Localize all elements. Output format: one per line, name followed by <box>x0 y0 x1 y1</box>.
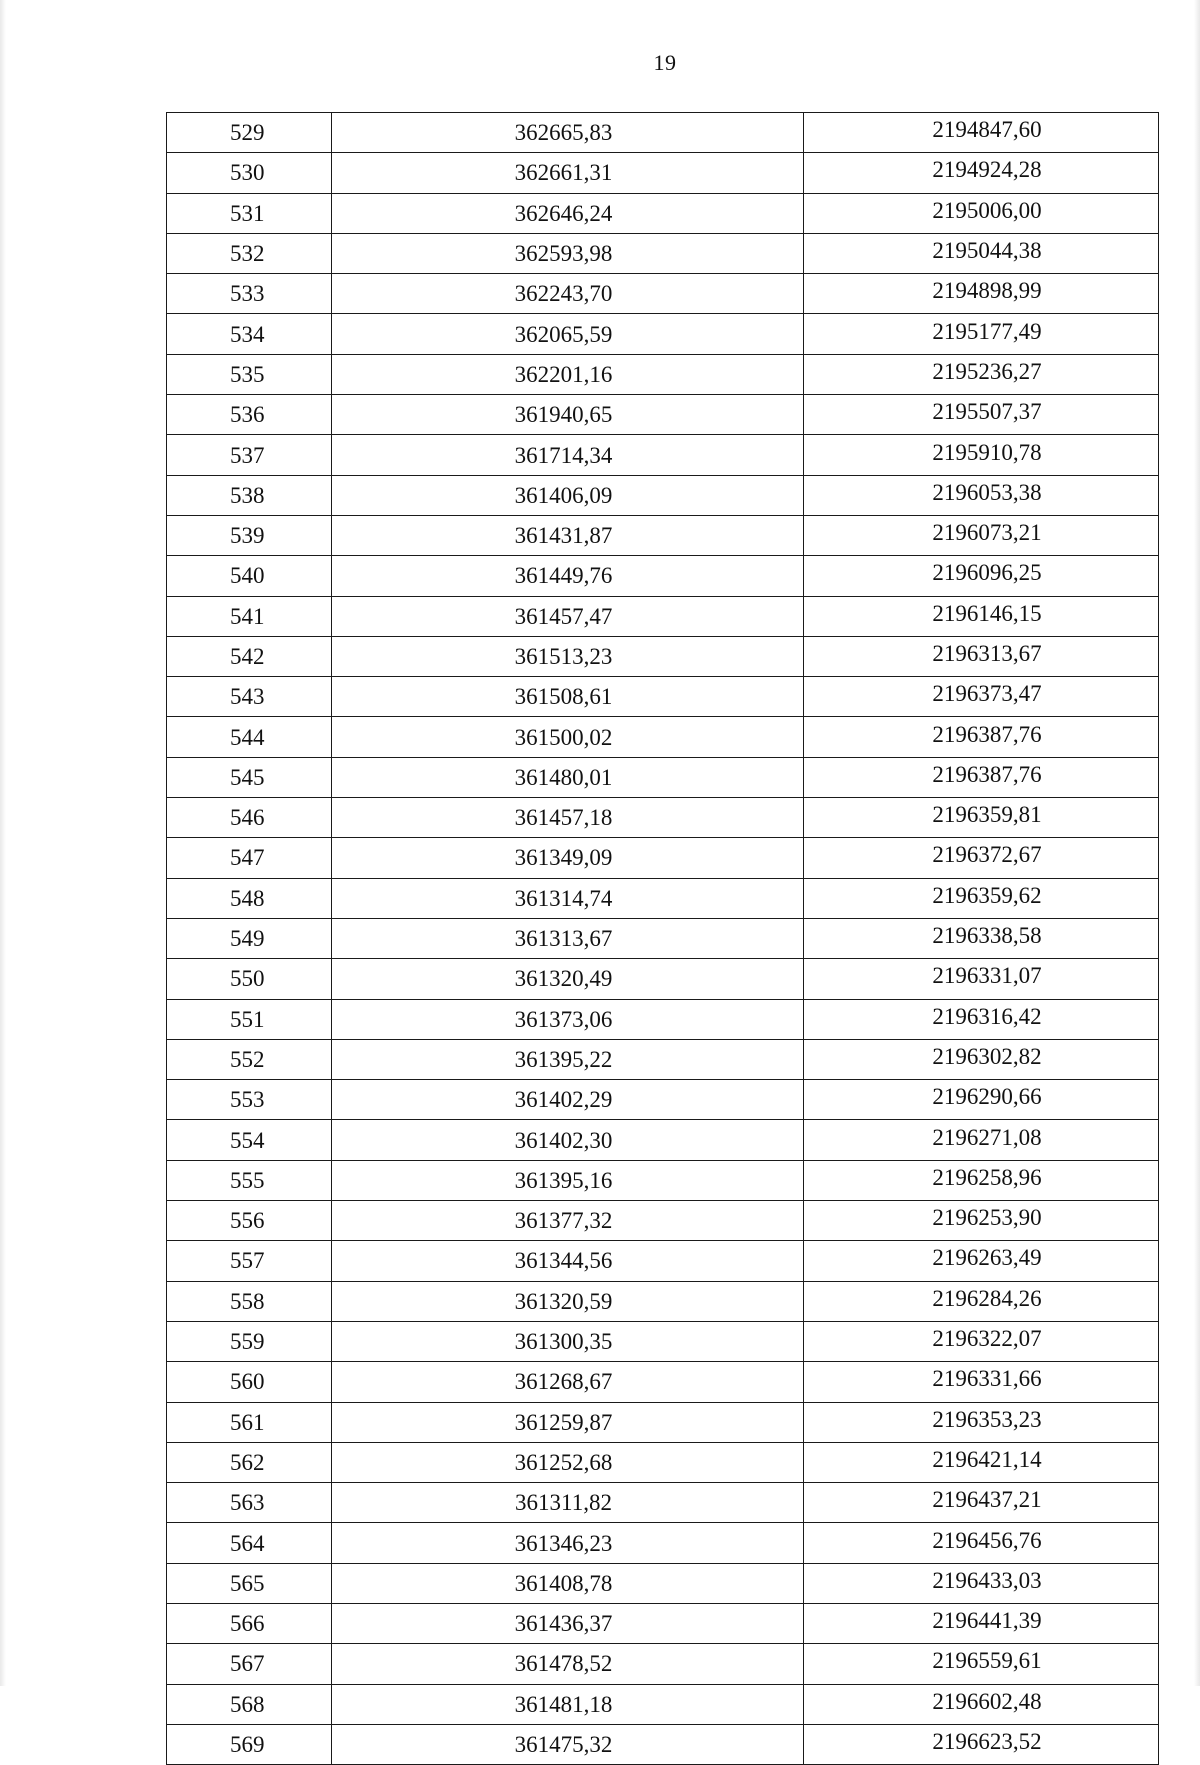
point-number-cell: 553 <box>167 1080 332 1120</box>
x-coordinate-cell: 361395,16 <box>332 1160 804 1200</box>
table-row <box>167 1160 1159 1200</box>
y-coordinate-cell: 2196096,25 <box>804 556 1159 596</box>
point-number-cell: 560 <box>167 1362 332 1402</box>
point-number-cell: 540 <box>167 556 332 596</box>
x-coordinate-cell: 361311,82 <box>332 1483 804 1523</box>
table-row <box>167 1684 1159 1724</box>
table-row <box>167 274 1159 314</box>
page-edge-right <box>1194 0 1200 1686</box>
y-coordinate-cell: 2196372,67 <box>804 838 1159 878</box>
table-row <box>167 515 1159 555</box>
x-coordinate-cell: 361349,09 <box>332 838 804 878</box>
y-coordinate-cell: 2195236,27 <box>804 354 1159 394</box>
y-coordinate-cell: 2196284,26 <box>804 1281 1159 1321</box>
point-number-cell: 550 <box>167 959 332 999</box>
x-coordinate-cell: 361481,18 <box>332 1684 804 1724</box>
y-coordinate-cell: 2195006,00 <box>804 193 1159 233</box>
x-coordinate-cell: 361500,02 <box>332 717 804 757</box>
y-coordinate-cell: 2196353,23 <box>804 1402 1159 1442</box>
y-coordinate-cell: 2195177,49 <box>804 314 1159 354</box>
point-number-cell: 534 <box>167 314 332 354</box>
x-coordinate-cell: 361431,87 <box>332 515 804 555</box>
x-coordinate-cell: 362665,83 <box>332 113 804 153</box>
table-row <box>167 636 1159 676</box>
y-coordinate-cell: 2196146,15 <box>804 596 1159 636</box>
y-coordinate-cell: 2196313,67 <box>804 636 1159 676</box>
table-row <box>167 1241 1159 1281</box>
table-row <box>167 435 1159 475</box>
x-coordinate-cell: 361457,18 <box>332 798 804 838</box>
y-coordinate-cell: 2196258,96 <box>804 1160 1159 1200</box>
table-row <box>167 354 1159 394</box>
point-number-cell: 569 <box>167 1724 332 1764</box>
table-row <box>167 757 1159 797</box>
x-coordinate-cell: 362661,31 <box>332 153 804 193</box>
point-number-cell: 535 <box>167 354 332 394</box>
x-coordinate-cell: 361344,56 <box>332 1241 804 1281</box>
x-coordinate-cell: 362646,24 <box>332 193 804 233</box>
x-coordinate-cell: 361320,49 <box>332 959 804 999</box>
table-row <box>167 1321 1159 1361</box>
y-coordinate-cell: 2196331,66 <box>804 1362 1159 1402</box>
point-number-cell: 564 <box>167 1523 332 1563</box>
point-number-cell: 565 <box>167 1563 332 1603</box>
point-number-cell: 538 <box>167 475 332 515</box>
point-number-cell: 536 <box>167 395 332 435</box>
y-coordinate-cell: 2195044,38 <box>804 233 1159 273</box>
x-coordinate-cell: 361300,35 <box>332 1321 804 1361</box>
x-coordinate-cell: 361408,78 <box>332 1563 804 1603</box>
y-coordinate-cell: 2196421,14 <box>804 1442 1159 1482</box>
table-row <box>167 878 1159 918</box>
point-number-cell: 561 <box>167 1402 332 1442</box>
table-row <box>167 1644 1159 1684</box>
y-coordinate-cell: 2196322,07 <box>804 1321 1159 1361</box>
y-coordinate-cell: 2195507,37 <box>804 395 1159 435</box>
table-row <box>167 677 1159 717</box>
x-coordinate-cell: 362243,70 <box>332 274 804 314</box>
y-coordinate-cell: 2194924,28 <box>804 153 1159 193</box>
y-coordinate-cell: 2196437,21 <box>804 1483 1159 1523</box>
point-number-cell: 532 <box>167 233 332 273</box>
point-number-cell: 554 <box>167 1120 332 1160</box>
coordinates-table-body <box>167 113 1159 1765</box>
y-coordinate-cell: 2196271,08 <box>804 1120 1159 1160</box>
table-row <box>167 999 1159 1039</box>
x-coordinate-cell: 361377,32 <box>332 1201 804 1241</box>
table-row <box>167 1362 1159 1402</box>
x-coordinate-cell: 361714,34 <box>332 435 804 475</box>
x-coordinate-cell: 361314,74 <box>332 878 804 918</box>
table-row <box>167 798 1159 838</box>
point-number-cell: 537 <box>167 435 332 475</box>
x-coordinate-cell: 361252,68 <box>332 1442 804 1482</box>
table-row <box>167 1563 1159 1603</box>
y-coordinate-cell: 2196456,76 <box>804 1523 1159 1563</box>
table-row <box>167 1120 1159 1160</box>
point-number-cell: 567 <box>167 1644 332 1684</box>
point-number-cell: 546 <box>167 798 332 838</box>
point-number-cell: 552 <box>167 1039 332 1079</box>
x-coordinate-cell: 361395,22 <box>332 1039 804 1079</box>
table-row <box>167 1402 1159 1442</box>
table-row <box>167 1483 1159 1523</box>
y-coordinate-cell: 2196387,76 <box>804 757 1159 797</box>
coordinates-table <box>166 112 1159 1765</box>
table-row <box>167 193 1159 233</box>
point-number-cell: 568 <box>167 1684 332 1724</box>
y-coordinate-cell: 2196359,81 <box>804 798 1159 838</box>
point-number-cell: 533 <box>167 274 332 314</box>
point-number-cell: 563 <box>167 1483 332 1523</box>
y-coordinate-cell: 2194898,99 <box>804 274 1159 314</box>
y-coordinate-cell: 2196053,38 <box>804 475 1159 515</box>
point-number-cell: 549 <box>167 918 332 958</box>
point-number-cell: 544 <box>167 717 332 757</box>
table-row <box>167 1523 1159 1563</box>
point-number-cell: 557 <box>167 1241 332 1281</box>
y-coordinate-cell: 2196359,62 <box>804 878 1159 918</box>
x-coordinate-cell: 361268,67 <box>332 1362 804 1402</box>
x-coordinate-cell: 361320,59 <box>332 1281 804 1321</box>
table-row <box>167 596 1159 636</box>
x-coordinate-cell: 361480,01 <box>332 757 804 797</box>
x-coordinate-cell: 361402,29 <box>332 1080 804 1120</box>
x-coordinate-cell: 361449,76 <box>332 556 804 596</box>
point-number-cell: 559 <box>167 1321 332 1361</box>
table-row <box>167 959 1159 999</box>
x-coordinate-cell: 361940,65 <box>332 395 804 435</box>
point-number-cell: 542 <box>167 636 332 676</box>
point-number-cell: 547 <box>167 838 332 878</box>
table-row <box>167 717 1159 757</box>
y-coordinate-cell: 2196253,90 <box>804 1201 1159 1241</box>
point-number-cell: 529 <box>167 113 332 153</box>
x-coordinate-cell: 361346,23 <box>332 1523 804 1563</box>
table-row <box>167 395 1159 435</box>
point-number-cell: 548 <box>167 878 332 918</box>
y-coordinate-cell: 2196602,48 <box>804 1684 1159 1724</box>
page-number: 19 <box>653 50 677 75</box>
point-number-cell: 555 <box>167 1160 332 1200</box>
point-number-cell: 556 <box>167 1201 332 1241</box>
x-coordinate-cell: 361478,52 <box>332 1644 804 1684</box>
table-row <box>167 1201 1159 1241</box>
point-number-cell: 558 <box>167 1281 332 1321</box>
y-coordinate-cell: 2195910,78 <box>804 435 1159 475</box>
y-coordinate-cell: 2196331,07 <box>804 959 1159 999</box>
y-coordinate-cell: 2196290,66 <box>804 1080 1159 1120</box>
table-row <box>167 838 1159 878</box>
y-coordinate-cell: 2196338,58 <box>804 918 1159 958</box>
y-coordinate-cell: 2194847,60 <box>804 113 1159 153</box>
point-number-cell: 530 <box>167 153 332 193</box>
table-row <box>167 113 1159 153</box>
point-number-cell: 539 <box>167 515 332 555</box>
table-row <box>167 1724 1159 1764</box>
y-coordinate-cell: 2196387,76 <box>804 717 1159 757</box>
x-coordinate-cell: 361508,61 <box>332 677 804 717</box>
page-edge-left <box>0 0 6 1686</box>
point-number-cell: 541 <box>167 596 332 636</box>
table-row <box>167 314 1159 354</box>
y-coordinate-cell: 2196373,47 <box>804 677 1159 717</box>
x-coordinate-cell: 361373,06 <box>332 999 804 1039</box>
x-coordinate-cell: 361513,23 <box>332 636 804 676</box>
table-row <box>167 1080 1159 1120</box>
y-coordinate-cell: 2196263,49 <box>804 1241 1159 1281</box>
y-coordinate-cell: 2196623,52 <box>804 1724 1159 1764</box>
table-row <box>167 475 1159 515</box>
y-coordinate-cell: 2196433,03 <box>804 1563 1159 1603</box>
x-coordinate-cell: 362065,59 <box>332 314 804 354</box>
y-coordinate-cell: 2196441,39 <box>804 1603 1159 1643</box>
table-row <box>167 1039 1159 1079</box>
table-row <box>167 153 1159 193</box>
x-coordinate-cell: 361259,87 <box>332 1402 804 1442</box>
point-number-cell: 543 <box>167 677 332 717</box>
table-row <box>167 556 1159 596</box>
table-row <box>167 1442 1159 1482</box>
table-row <box>167 233 1159 273</box>
point-number-cell: 545 <box>167 757 332 797</box>
x-coordinate-cell: 361402,30 <box>332 1120 804 1160</box>
y-coordinate-cell: 2196316,42 <box>804 999 1159 1039</box>
point-number-cell: 566 <box>167 1603 332 1643</box>
point-number-cell: 551 <box>167 999 332 1039</box>
y-coordinate-cell: 2196559,61 <box>804 1644 1159 1684</box>
x-coordinate-cell: 361457,47 <box>332 596 804 636</box>
table-row <box>167 918 1159 958</box>
x-coordinate-cell: 361406,09 <box>332 475 804 515</box>
x-coordinate-cell: 361475,32 <box>332 1724 804 1764</box>
table-row <box>167 1281 1159 1321</box>
x-coordinate-cell: 361436,37 <box>332 1603 804 1643</box>
y-coordinate-cell: 2196302,82 <box>804 1039 1159 1079</box>
point-number-cell: 531 <box>167 193 332 233</box>
x-coordinate-cell: 362201,16 <box>332 354 804 394</box>
x-coordinate-cell: 361313,67 <box>332 918 804 958</box>
x-coordinate-cell: 362593,98 <box>332 233 804 273</box>
table-row <box>167 1603 1159 1643</box>
point-number-cell: 562 <box>167 1442 332 1482</box>
y-coordinate-cell: 2196073,21 <box>804 515 1159 555</box>
